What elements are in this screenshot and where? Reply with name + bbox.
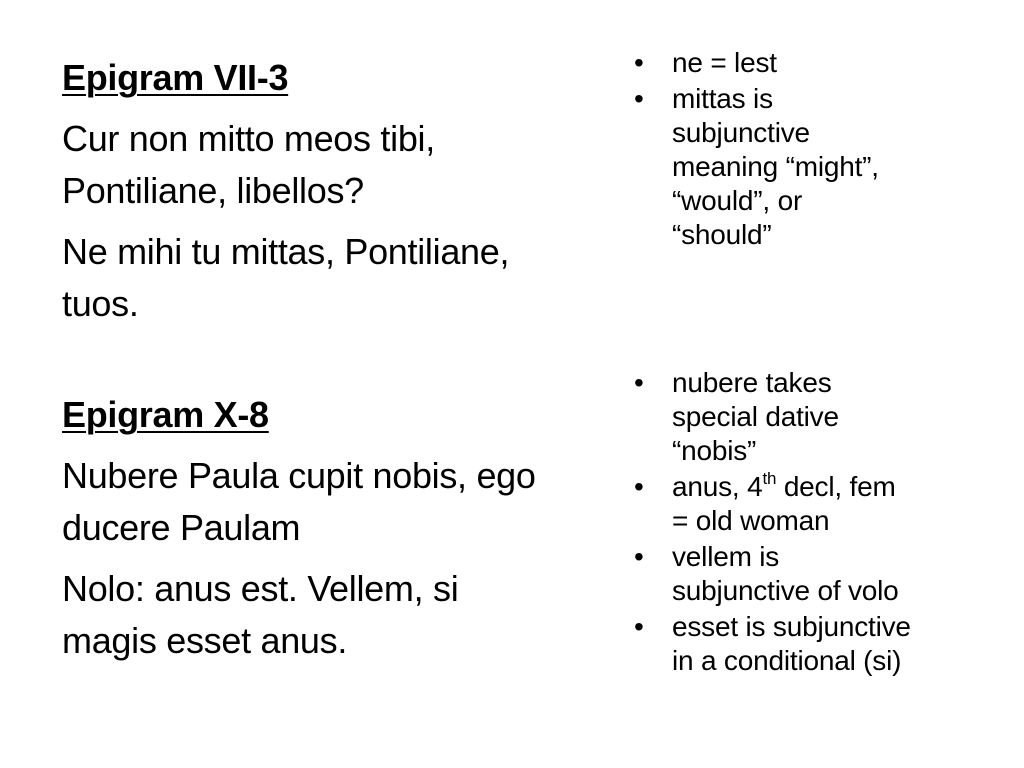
note-item [634,46,994,80]
note-item [634,470,994,538]
verse-line-text: ducere Paulam [62,507,301,548]
notes-list [634,46,994,252]
bullet-icon: • [634,47,644,78]
ordinal-suffix: th [762,469,777,488]
note-text: vellem is [672,541,780,572]
bullet-icon: • [634,471,644,502]
note-text: mittas is [672,83,773,114]
note-text: subjunctive of volo [672,575,899,606]
note-item [634,540,994,608]
note-text: “should” [672,219,772,250]
bullet-icon: • [634,367,644,398]
note-text: ne = lest [672,47,777,78]
note-text: in a conditional (si) [672,645,902,676]
notes-column-top [634,46,994,254]
note-text: subjunctive [672,117,810,148]
note-item [634,610,994,678]
verse-line [62,113,622,217]
verse-line [62,563,622,667]
note-text-part: decl, fem [776,471,896,502]
verse-line-text: Ne mihi tu mittas, Pontiliane, [62,231,510,272]
latin-text-column [62,52,622,676]
note-text: meaning “might”, [672,151,879,182]
note-text: esset is subjunctive [672,611,911,642]
verse-line-text: Cur non mitto meos tibi, [62,118,435,159]
verse-line [62,226,622,330]
bullet-icon: • [634,83,644,114]
note-item [634,82,994,252]
note-text: “nobis” [672,435,757,466]
verse-line-text: Pontiliane, libellos? [62,170,364,211]
note-text-part: anus, 4 [672,471,763,502]
note-text: “would”, or [672,185,803,216]
notes-column-bottom [634,366,994,680]
verse-line-text: magis esset anus. [62,620,348,661]
note-text: = old woman [672,505,830,536]
notes-list [634,366,994,678]
epigram-x-8-heading: Epigram X-8 [62,394,269,435]
verse-line-text: tuos. [62,283,139,324]
verse-line [62,450,622,554]
verse-line-text: Nolo: anus est. Vellem, si [62,568,459,609]
bullet-icon: • [634,541,644,572]
verse-line-text: Nubere Paula cupit nobis, ego [62,455,536,496]
epigram-vii-3-heading: Epigram VII-3 [62,57,289,98]
note-text [672,470,994,504]
bullet-icon: • [634,611,644,642]
note-item [634,366,994,468]
spacer [62,339,622,389]
note-text: nubere takes [672,367,832,398]
note-text: special dative [672,401,839,432]
